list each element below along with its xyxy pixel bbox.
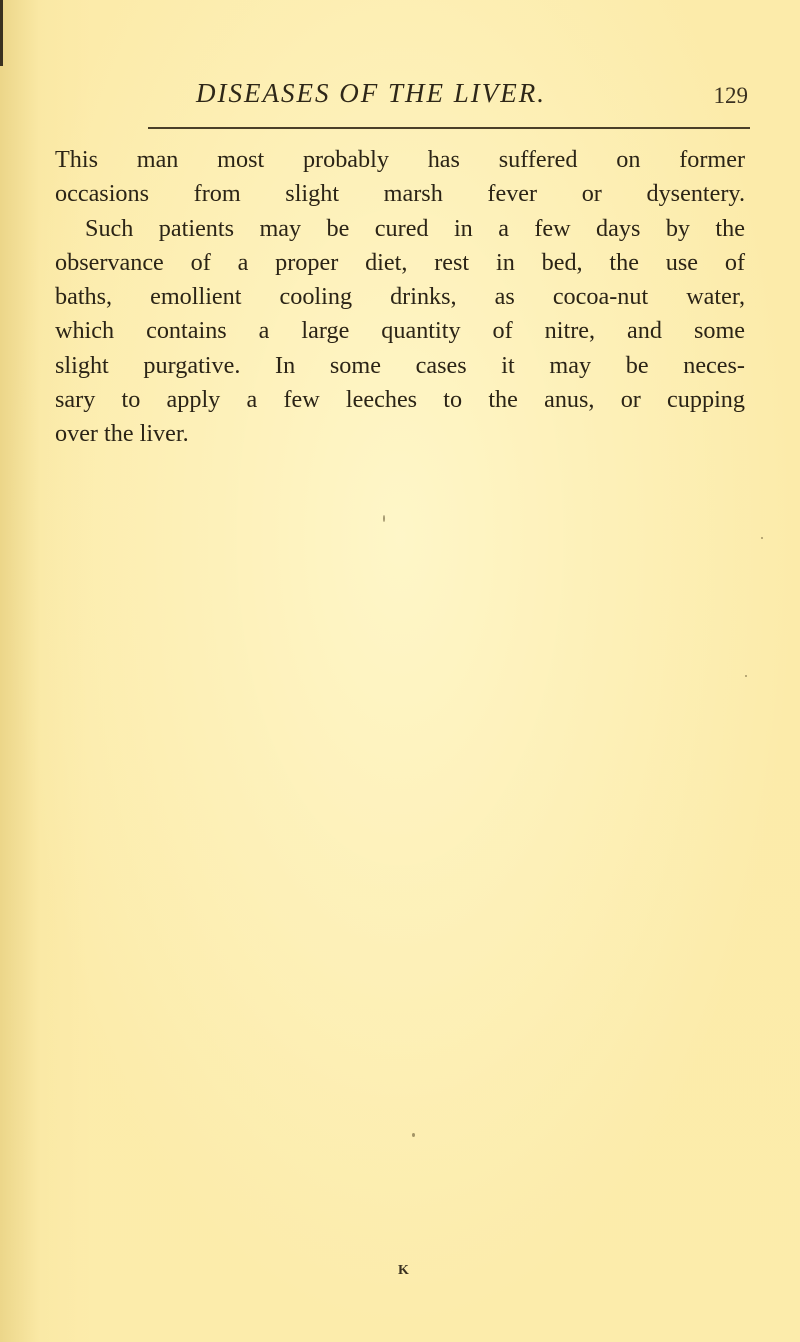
text-line: sary to apply a few leeches to the anus, or cupping bbox=[55, 386, 745, 414]
text-line: Such patients may be cured in a few days by the bbox=[85, 214, 745, 242]
paper-speck bbox=[761, 537, 763, 539]
text-line: occasions from slight marsh fever or dysentery. bbox=[55, 180, 745, 208]
text-line: This man most probably has suffered on former bbox=[55, 146, 745, 173]
header-rule bbox=[148, 127, 750, 129]
text-line: over the liver. bbox=[55, 420, 189, 448]
paper-speck bbox=[745, 675, 747, 677]
text-line: observance of a proper diet, rest in bed, the use of bbox=[55, 248, 745, 276]
text-line: baths, emollient cooling drinks, as cocoa-nut water, bbox=[55, 283, 745, 311]
page-edge-mark bbox=[0, 0, 3, 66]
running-head bbox=[55, 78, 750, 118]
text-line: which contains a large quantity of nitre, and some bbox=[55, 317, 745, 345]
page-number: 129 bbox=[713, 83, 748, 108]
paper-speck bbox=[412, 1133, 415, 1137]
text-line: slight purgative. In some cases it may be neces- bbox=[55, 351, 745, 379]
running-head-title: DISEASES OF THE LIVER. bbox=[196, 78, 546, 108]
paper-speck bbox=[383, 515, 385, 522]
signature-mark: K bbox=[398, 1263, 409, 1278]
body-text bbox=[55, 143, 745, 452]
